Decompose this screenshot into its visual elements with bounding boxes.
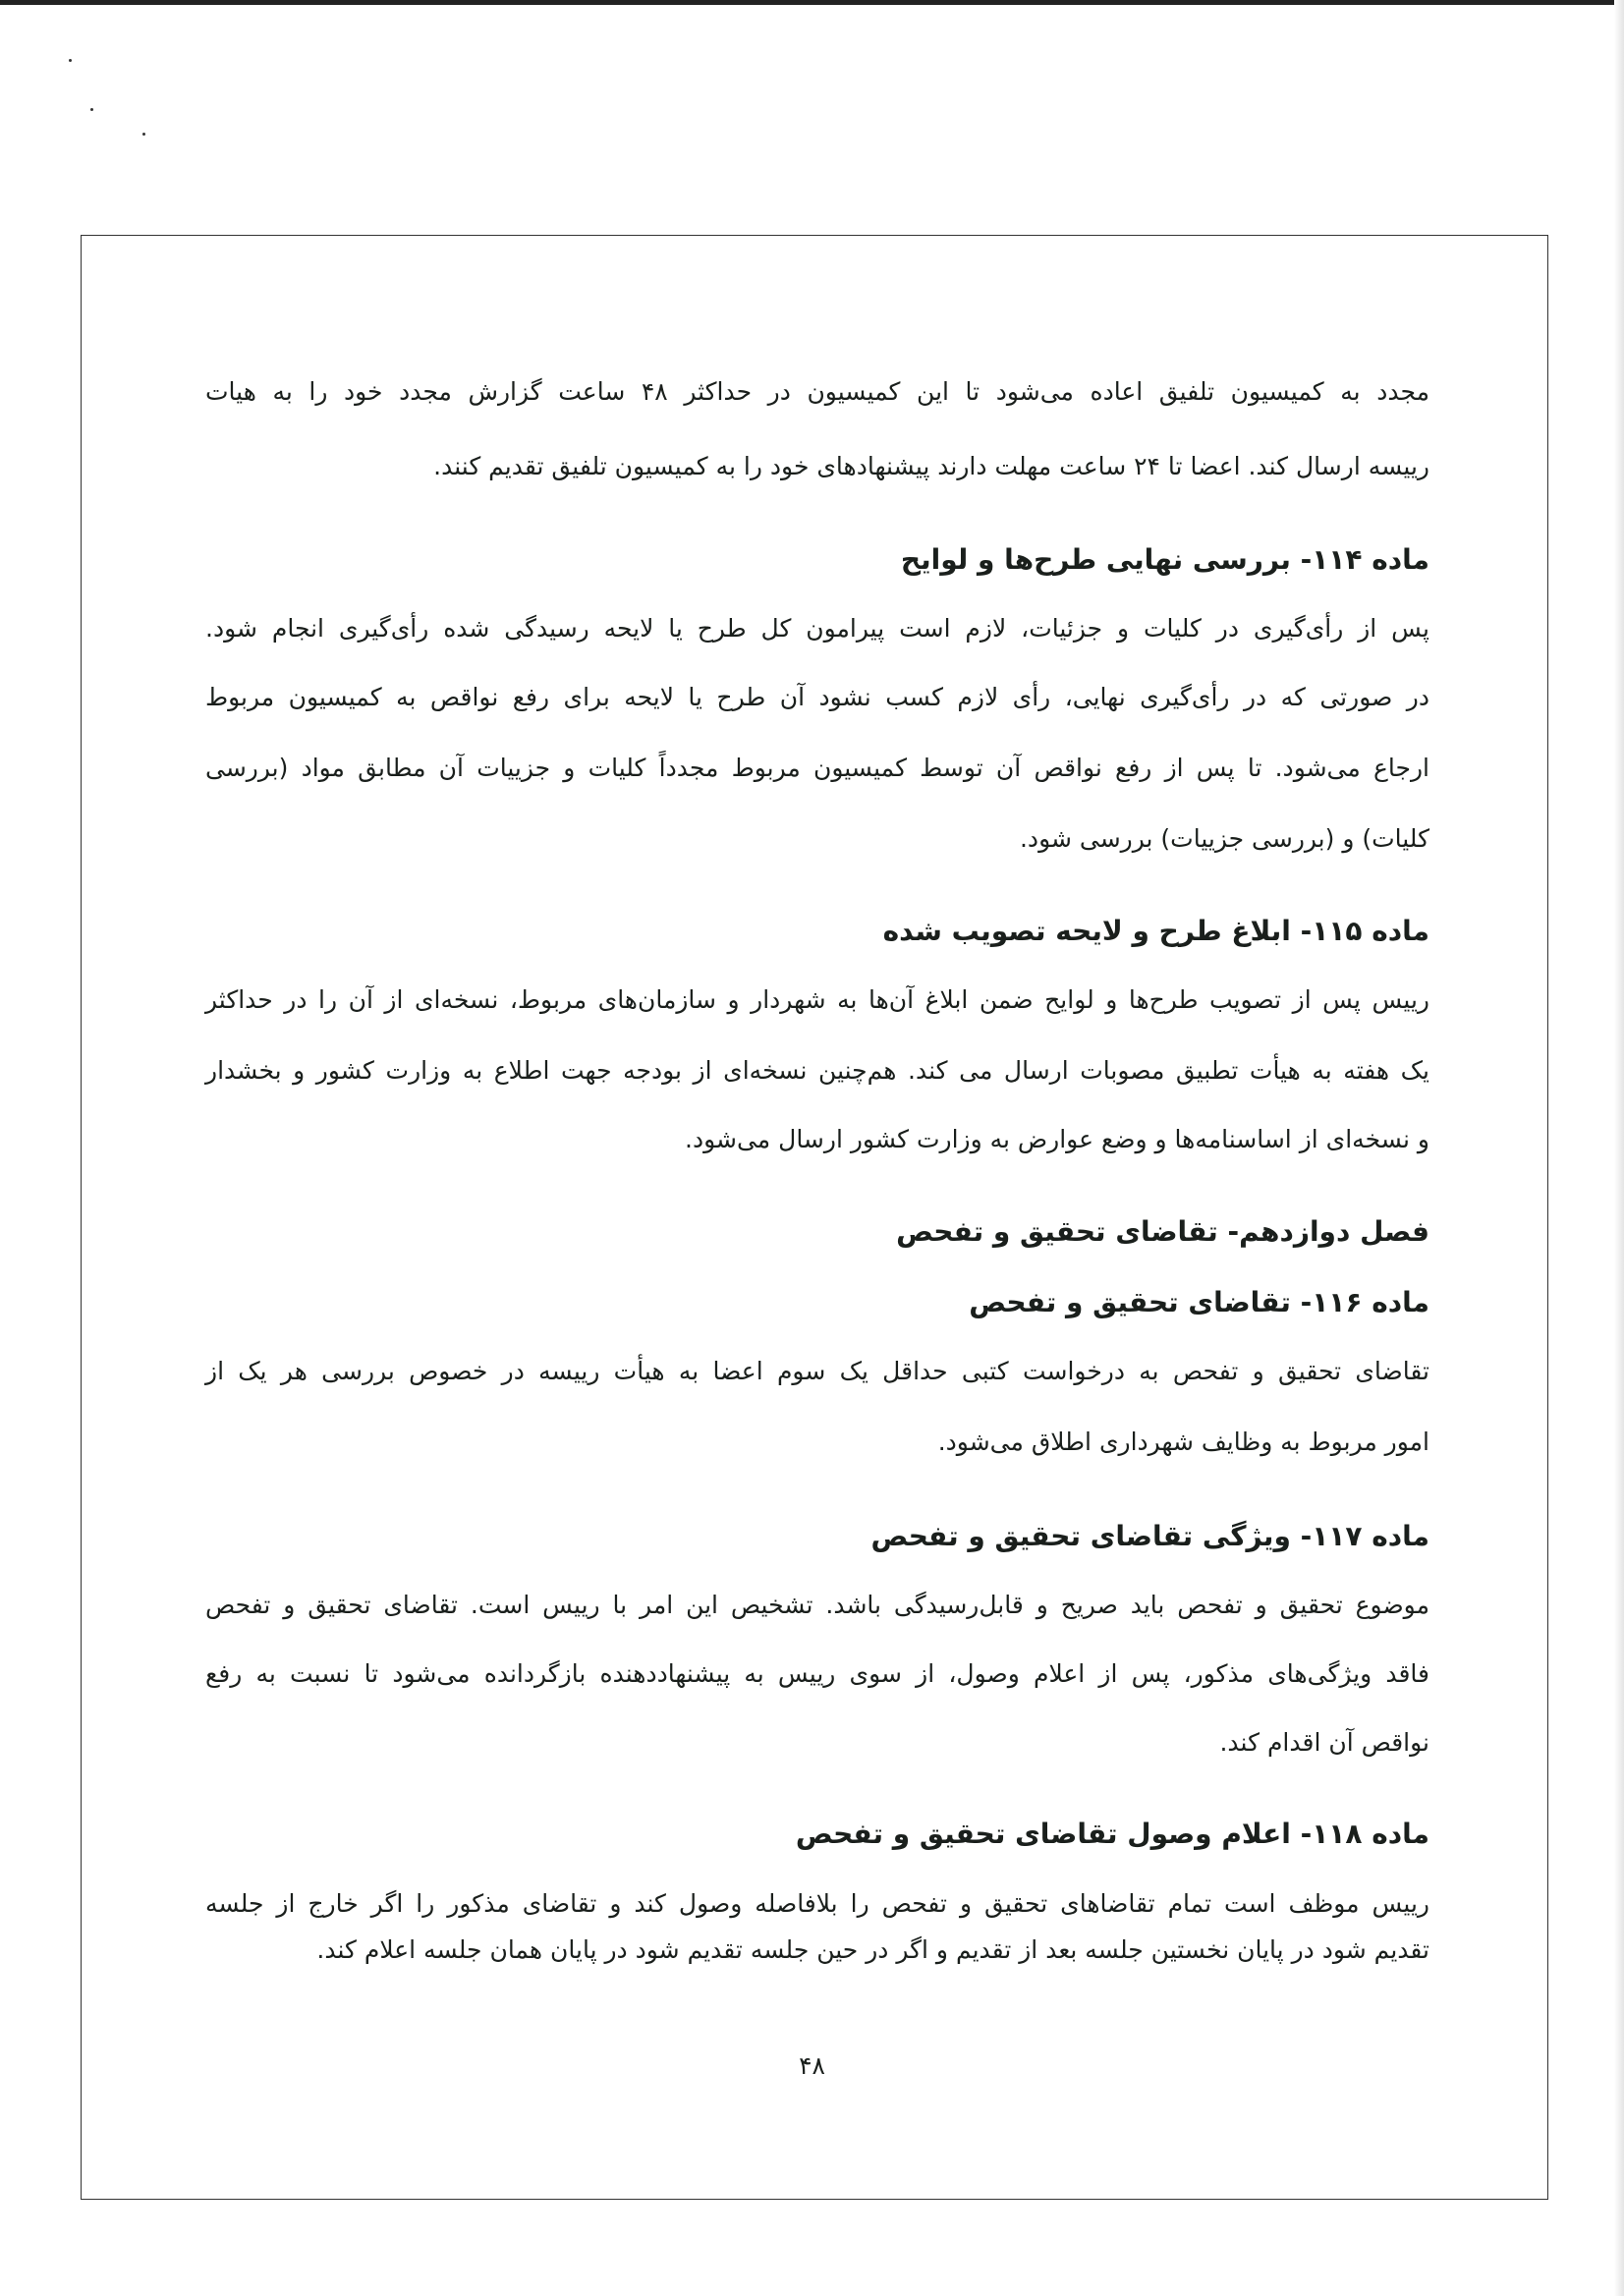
section-heading: ماده ۱۱۵- ابلاغ طرح و لایحه تصویب شده [882,915,1429,947]
page-number: ۴۸ [799,2051,825,2080]
paragraph-line: ارجاع می‌شود. تا پس از رفع نواقص آن توسط کمیسیون مربوط مجدداً کلیات و جزییات آن مطابق مواد (بررسی [205,754,1429,782]
paragraph-line: مجدد به کمیسیون تلفیق اعاده می‌شود تا این کمیسیون در حداکثر ۴۸ ساعت گزارش مجدد خود را به هیات [205,377,1429,406]
section-heading: ماده ۱۱۷- ویژگی تقاضای تحقیق و تفحص [870,1520,1429,1552]
scan-edge-top [0,0,1624,5]
section-heading: فصل دوازدهم- تقاضای تحقیق و تفحص [896,1215,1429,1248]
paragraph-line: و نسخه‌ای از اساسنامه‌ها و وضع عوارض به وزارت کشور ارسال می‌شود. [685,1125,1429,1153]
scan-speck [90,108,93,111]
paragraph-line: رییسه ارسال کند. اعضا تا ۲۴ ساعت مهلت دارند پیشنهادهای خود را به کمیسیون تلفیق تقدیم کنند. [433,452,1429,480]
paragraph-line: یک هفته به هیأت تطبیق مصوبات ارسال می کند. هم‌چنین نسخه‌ای از بودجه جهت اطلاع به وزارت کشور و بخشدار [205,1056,1429,1085]
section-heading: ماده ۱۱۴- بررسی نهایی طرح‌ها و لوایح [900,543,1429,576]
paragraph-line: رییس موظف است تمام تقاضاهای تحقیق و تفحص را بلافاصله وصول کند و تقاضای مذکور را اگر خارج از جلسه [205,1889,1429,1918]
paragraph-line: کلیات) و (بررسی جزییات) بررسی شود. [1019,824,1429,853]
section-heading: ماده ۱۱۸- اعلام وصول تقاضای تحقیق و تفحص [795,1818,1429,1850]
paragraph-line: تقدیم شود در پایان نخستین جلسه بعد از تقدیم و اگر در حین جلسه تقدیم شود در پایان همان جلسه اعلام کند. [316,1935,1429,1964]
scan-speck [142,133,145,136]
paragraph-line: در صورتی که در رأی‌گیری نهایی، رأی لازم کسب نشود آن طرح یا لایحه برای رفع نواقص به کمیسیون مربوط [205,683,1429,711]
paragraph-line: امور مربوط به وظایف شهرداری اطلاق می‌شود. [937,1428,1429,1456]
paragraph-line: فاقد ویژگی‌های مذکور، پس از اعلام وصول، از سوی رییس به پیشنهاددهنده بازگردانده می‌شود تا نسبت به رفع [205,1659,1429,1688]
scan-edge-right [1614,0,1624,2296]
paragraph-line: موضوع تحقیق و تفحص باید صریح و قابل‌رسیدگی باشد. تشخیص این امر با رییس است. تقاضای تحقیق و تفحص [205,1591,1429,1619]
scan-speck [69,59,72,62]
paragraph-line: پس از رأی‌گیری در کلیات و جزئیات، لازم است پیرامون کل طرح یا لایحه رسیدگی شده رأی‌گیری انجام شود. [205,614,1429,643]
paragraph-line: تقاضای تحقیق و تفحص به درخواست کتبی حداقل یک سوم اعضا به هیأت رییسه در خصوص بررسی هر یک از [205,1357,1429,1385]
paragraph-line: نواقص آن اقدام کند. [1219,1728,1429,1757]
paragraph-line: رییس پس از تصویب طرح‌ها و لوایح ضمن ابلاغ آن‌ها به شهردار و سازمان‌های مربوط، نسخه‌ای از آن را در حداکثر [205,985,1429,1014]
section-heading: ماده ۱۱۶- تقاضای تحقیق و تفحص [969,1286,1429,1318]
